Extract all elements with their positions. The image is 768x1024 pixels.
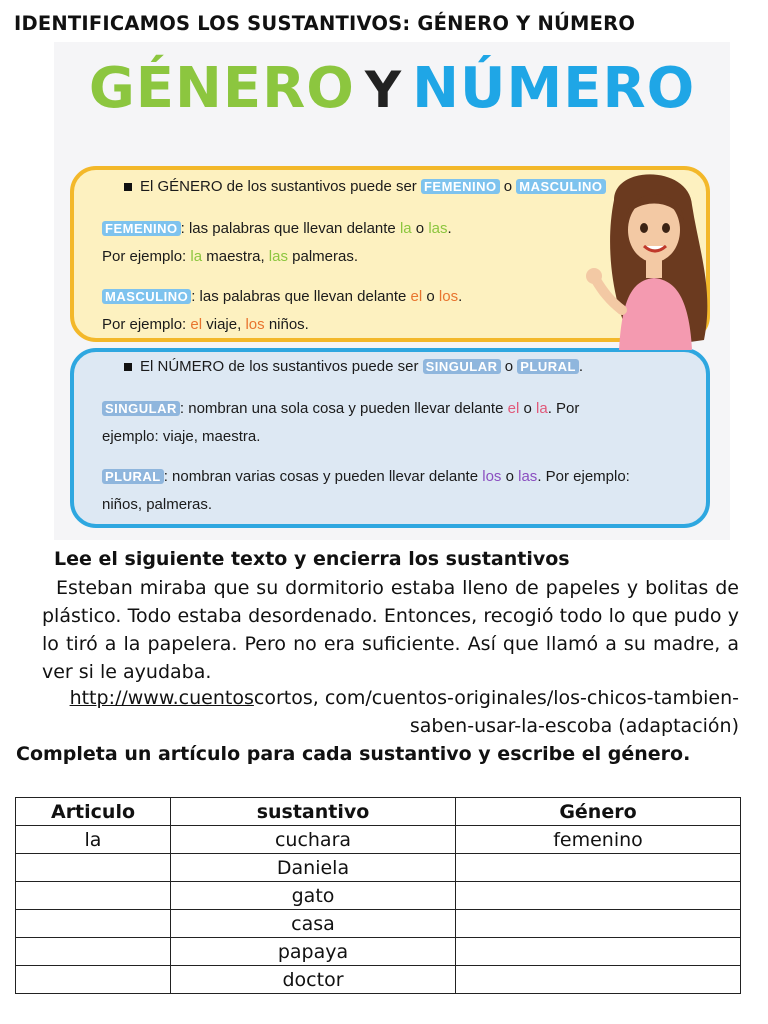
source-citation bbox=[42, 684, 739, 740]
title-numero: NÚMERO bbox=[412, 56, 696, 121]
example-art: los bbox=[245, 316, 265, 333]
cell-genero[interactable]: femenino bbox=[456, 826, 741, 854]
femenino-tag: FEMENINO bbox=[102, 221, 181, 236]
art-los: los bbox=[438, 288, 459, 305]
header-sustantivo: sustantivo bbox=[171, 798, 456, 826]
singular-text: : nombran una sola cosa y pueden llevar delante bbox=[179, 400, 504, 417]
table-row bbox=[16, 854, 741, 882]
tag-masculino: MASCULINO bbox=[516, 179, 605, 194]
cell-sustantivo: Daniela bbox=[171, 854, 456, 882]
conj-o: o bbox=[504, 358, 514, 375]
art-la: la bbox=[399, 220, 412, 237]
cell-genero[interactable] bbox=[456, 882, 741, 910]
art-la: la bbox=[536, 400, 548, 417]
cell-sustantivo: papaya bbox=[171, 938, 456, 966]
plural-text: : nombran varias cosas y pueden llevar delante bbox=[163, 468, 479, 485]
singular-tag: SINGULAR bbox=[102, 401, 180, 416]
plural-definition: PLURAL : nombran varias cosas y pueden llevar delante los o las. Por ejemplo: bbox=[102, 468, 630, 485]
femenino-text: : las palabras que llevan delante bbox=[180, 220, 396, 237]
header-articulo: Articulo bbox=[16, 798, 171, 826]
masculino-example: Por ejemplo: el viaje, los niños. bbox=[102, 316, 309, 333]
genero-intro-line bbox=[124, 178, 606, 195]
table-row bbox=[16, 966, 741, 994]
title-genero: GÉNERO bbox=[88, 56, 355, 121]
singular-example: ejemplo: viaje, maestra. bbox=[102, 428, 261, 445]
example-label: Por ejemplo: bbox=[102, 248, 187, 265]
art-el: el bbox=[410, 288, 423, 305]
cell-genero[interactable] bbox=[456, 966, 741, 994]
cell-sustantivo: casa bbox=[171, 910, 456, 938]
cell-genero[interactable] bbox=[456, 910, 741, 938]
art-los: los bbox=[482, 468, 502, 485]
art-las: las bbox=[518, 468, 538, 485]
masculino-text: : las palabras que llevan delante bbox=[191, 288, 407, 305]
table-row bbox=[16, 826, 741, 854]
art-las: las bbox=[428, 220, 448, 237]
example-art: las bbox=[268, 248, 288, 265]
bullet-icon bbox=[124, 183, 132, 191]
art-el: el bbox=[507, 400, 520, 417]
cell-articulo[interactable] bbox=[16, 854, 171, 882]
table-row bbox=[16, 938, 741, 966]
cell-genero[interactable] bbox=[456, 854, 741, 882]
singular-tail: . Por bbox=[547, 400, 580, 417]
cell-articulo[interactable] bbox=[16, 938, 171, 966]
masculino-tag: MASCULINO bbox=[102, 289, 191, 304]
masculino-definition: MASCULINO : las palabras que llevan delante el o los. bbox=[102, 288, 462, 305]
example-label: Por ejemplo: bbox=[102, 316, 187, 333]
example-word: palmeras bbox=[292, 248, 354, 265]
table-row bbox=[16, 910, 741, 938]
cell-articulo[interactable] bbox=[16, 910, 171, 938]
example-word: viaje bbox=[206, 316, 238, 333]
reading-paragraph: Esteban miraba que su dormitorio estaba lleno de papeles y bolitas de plástico. Todo estaba desordenado. Entonces, recogió todo lo que pudo y lo tiró a la papelera. Pero no era suficiente. Así que llamó a su madre, a ver si le ayudaba. bbox=[42, 577, 739, 683]
table-row bbox=[16, 882, 741, 910]
conj-o: o bbox=[503, 178, 513, 195]
cell-articulo[interactable] bbox=[16, 882, 171, 910]
plural-example: niños, palmeras. bbox=[102, 496, 213, 513]
table-header-row bbox=[16, 798, 741, 826]
exercise-table bbox=[15, 797, 741, 994]
cell-sustantivo: gato bbox=[171, 882, 456, 910]
teacher-avatar bbox=[574, 160, 724, 350]
example-word: maestra bbox=[206, 248, 261, 265]
cell-sustantivo: doctor bbox=[171, 966, 456, 994]
bullet-icon bbox=[124, 363, 132, 371]
cell-sustantivo: cuchara bbox=[171, 826, 456, 854]
plural-tag: PLURAL bbox=[102, 469, 164, 484]
reading-heading: Lee el siguiente texto y encierra los sustantivos bbox=[54, 548, 570, 570]
femenino-example: Por ejemplo: la maestra, las palmeras. bbox=[102, 248, 359, 265]
tag-plural: PLURAL bbox=[517, 359, 579, 374]
cell-genero[interactable] bbox=[456, 938, 741, 966]
example-art: la bbox=[190, 248, 203, 265]
femenino-definition: FEMENINO : las palabras que llevan delante la o las. bbox=[102, 220, 452, 237]
genero-intro: El GÉNERO de los sustantivos puede ser bbox=[140, 178, 417, 195]
example-word: niños bbox=[268, 316, 305, 333]
cell-articulo[interactable]: la bbox=[16, 826, 171, 854]
title-y: Y bbox=[364, 61, 403, 119]
infographic-title bbox=[54, 56, 730, 121]
example-art: el bbox=[190, 316, 203, 333]
source-link[interactable]: http://www.cuentos bbox=[69, 687, 254, 709]
numero-intro: El NÚMERO de los sustantivos puede ser bbox=[140, 358, 419, 375]
plural-tail: . Por ejemplo: bbox=[537, 468, 630, 485]
tag-singular: SINGULAR bbox=[423, 359, 501, 374]
header-genero: Género bbox=[456, 798, 741, 826]
numero-intro-line: El NÚMERO de los sustantivos puede ser SINGULAR o PLURAL . bbox=[124, 358, 583, 375]
singular-definition: SINGULAR : nombran una sola cosa y pueden llevar delante el o la. Por bbox=[102, 400, 579, 417]
page-title: IDENTIFICAMOS LOS SUSTANTIVOS: GÉNERO Y NÚMERO bbox=[14, 12, 636, 35]
cell-articulo[interactable] bbox=[16, 966, 171, 994]
genero-numero-infographic bbox=[54, 42, 730, 540]
source-rest: cortos, com/cuentos-originales/los-chicos-tambien-saben-usar-la-escoba (adaptación) bbox=[253, 687, 739, 737]
tag-femenino: FEMENINO bbox=[421, 179, 500, 194]
exercise-heading: Completa un artículo para cada sustantivo y escribe el género. bbox=[16, 743, 691, 765]
